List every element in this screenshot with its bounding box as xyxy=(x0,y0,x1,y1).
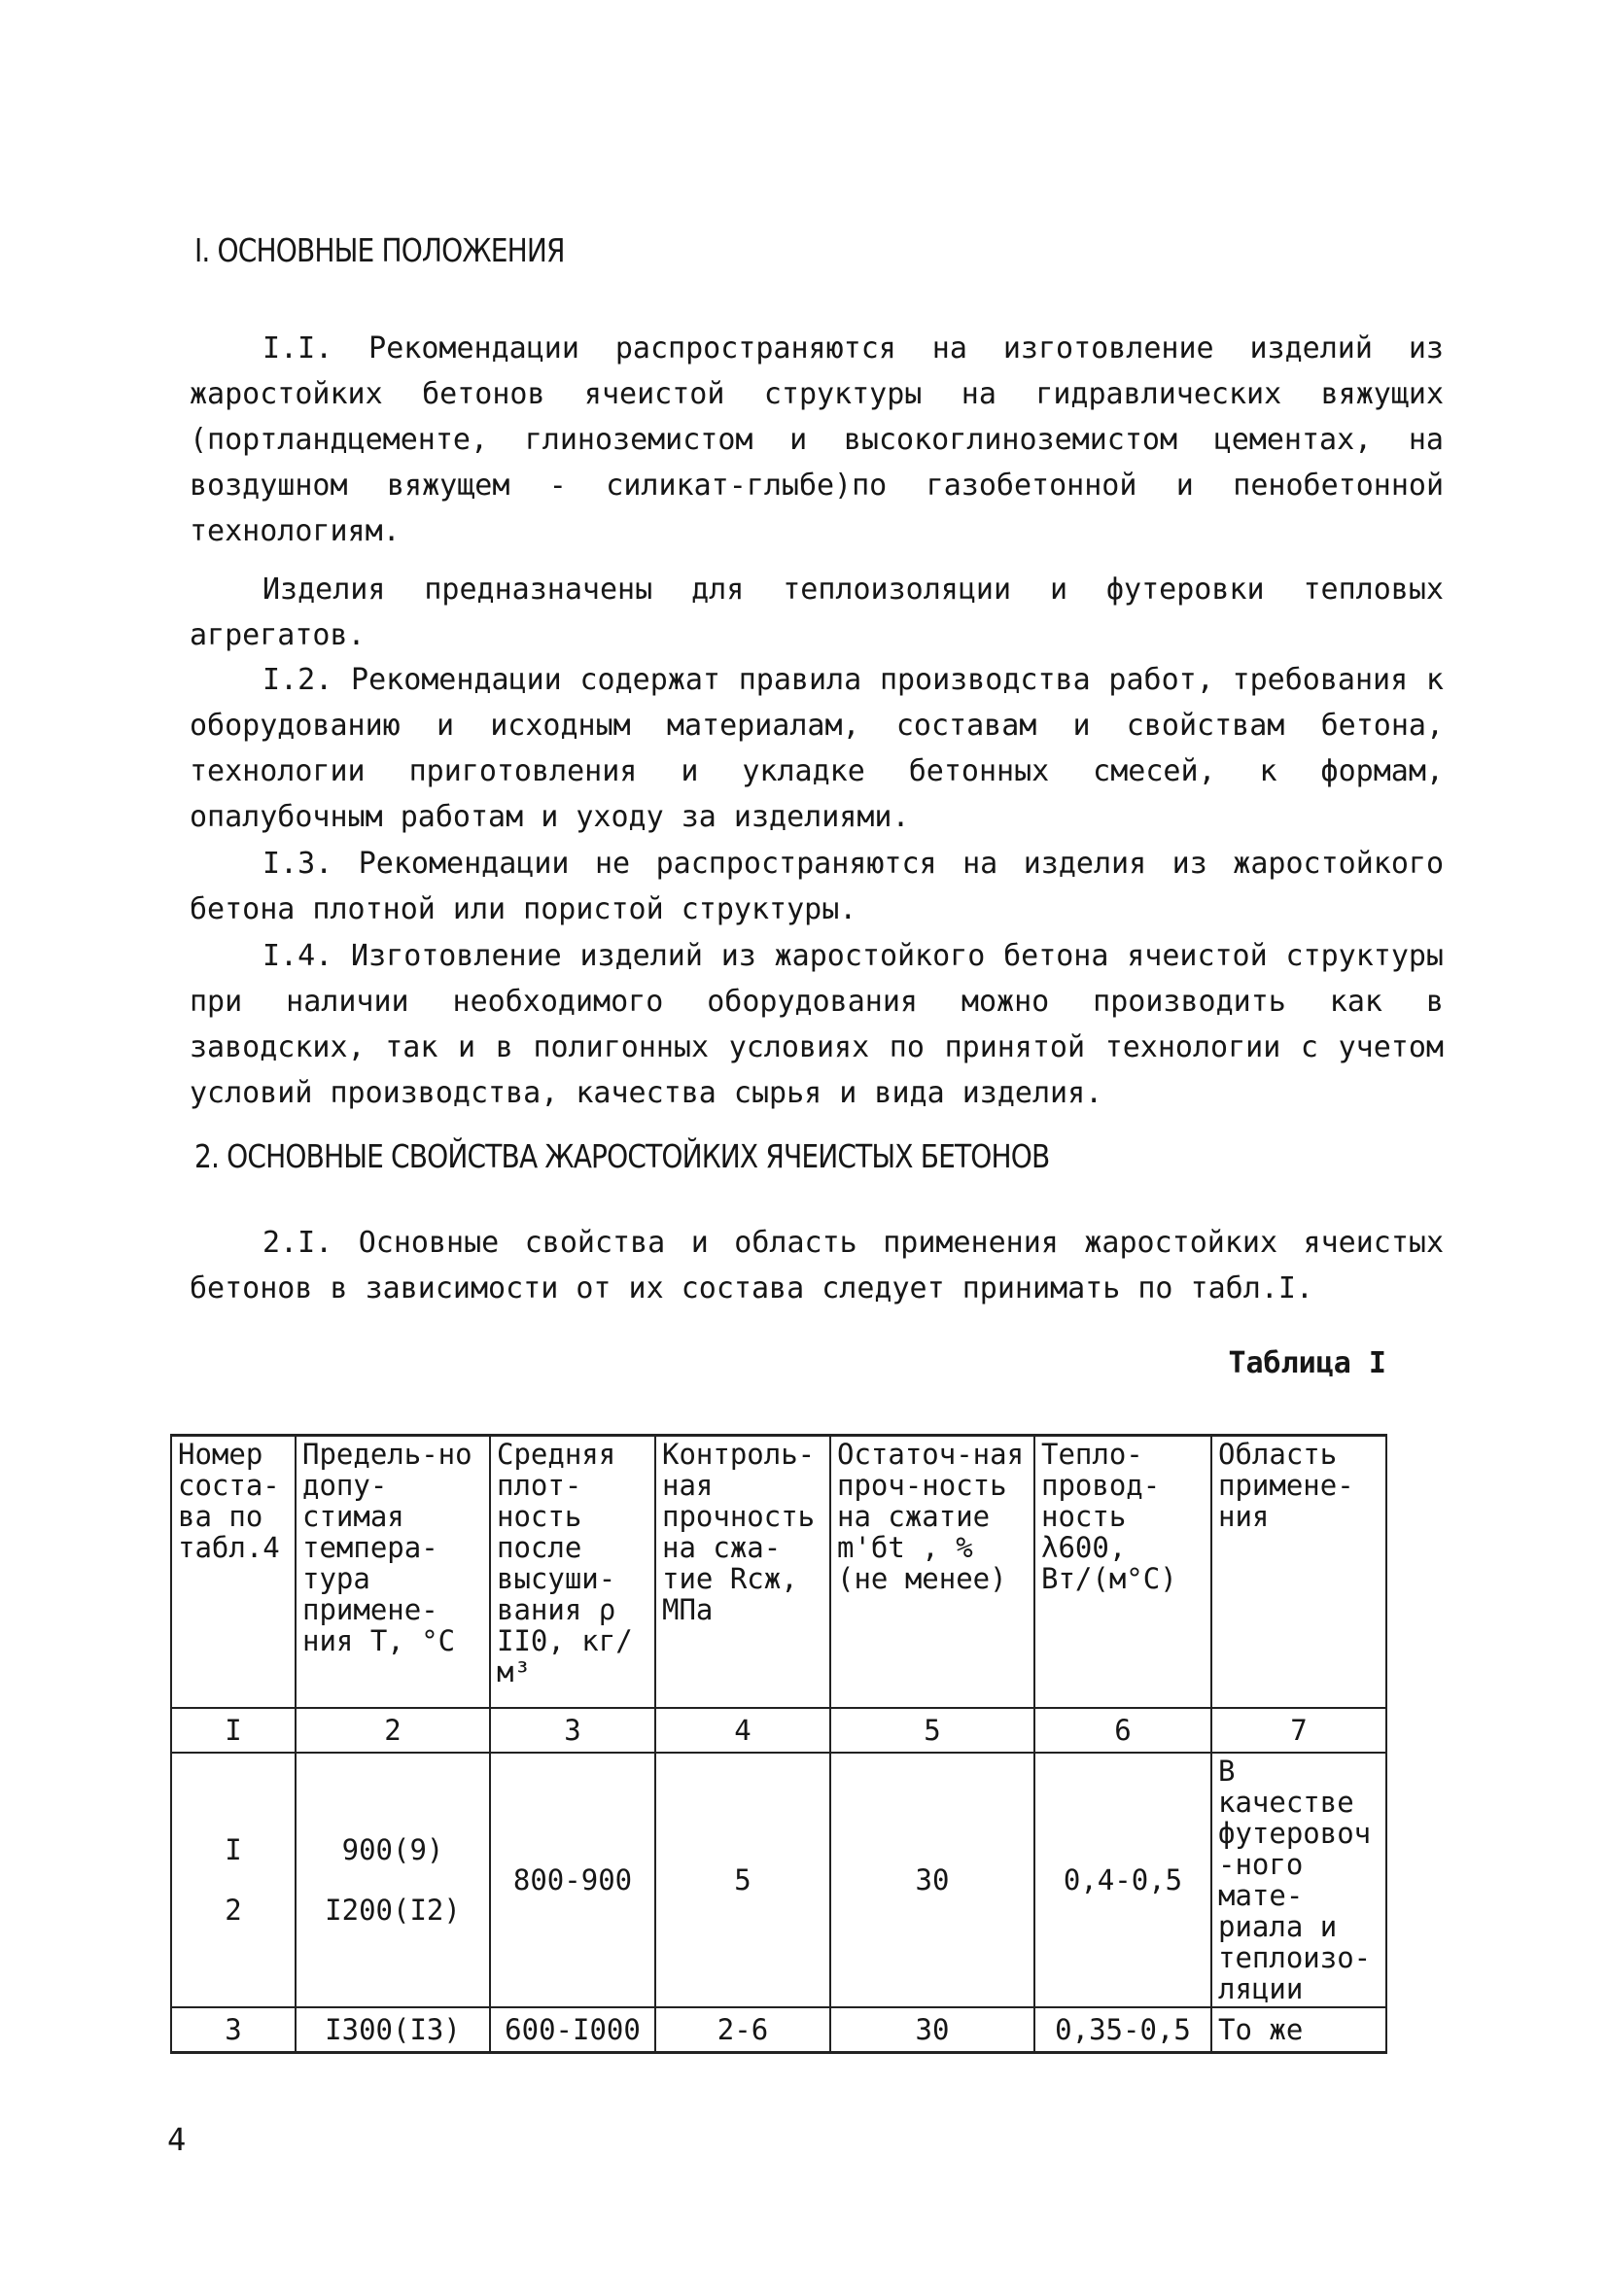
column-numbers-row xyxy=(171,1708,1386,1753)
paragraph-1-4: I.4. Изготовление изделий из жаростойкого бетона ячеистой структуры при наличии необходимого оборудования можно производить как в заводских, так и в полигонных условиях по принятой технологии с учетом условий производства, качества сырья и вида изделия. xyxy=(190,939,1444,1110)
section-2-heading: 2. ОСНОВНЫЕ СВОЙСТВА ЖАРОСТОЙКИХ ЯЧЕИСТЫХ БЕТОНОВ xyxy=(194,1137,1050,1175)
application-cell: То же xyxy=(1211,2007,1386,2053)
paragraph-purpose: Изделия предназначены для теплоизоляции и футеровки тепловых агрегатов. xyxy=(190,573,1444,652)
column-number: 2 xyxy=(296,1708,490,1753)
header-composition-number: Номер соста-ва по табл.4 xyxy=(171,1436,296,1708)
header-application: Область примене-ния xyxy=(1211,1436,1386,1708)
table-header-row xyxy=(171,1436,1386,1708)
strength-cell: 2-6 xyxy=(655,2007,830,2053)
page-number: 4 xyxy=(167,2121,187,2158)
temperature-cell: 900(9) I200(I2) xyxy=(296,1753,490,2007)
header-control-strength: Контроль-ная прочность на сжа-тие Rсж, МПа xyxy=(655,1436,830,1708)
strength-cell: 5 xyxy=(655,1753,830,2007)
temperature-cell: I300(I3) xyxy=(296,2007,490,2053)
residual-strength-cell: 30 xyxy=(830,1753,1034,2007)
residual-strength-cell: 30 xyxy=(830,2007,1034,2053)
column-number: 6 xyxy=(1034,1708,1211,1753)
header-density: Средняя плот-ность после высуши-вания ρ II0, кг/м³ xyxy=(490,1436,655,1708)
paragraph-2-1: 2.I. Основные свойства и область применения жаростойких ячеистых бетонов в зависимости от их состава следует принимать по табл.I. xyxy=(190,1226,1444,1305)
column-number: 5 xyxy=(830,1708,1034,1753)
column-number: I xyxy=(171,1708,296,1753)
column-number: 7 xyxy=(1211,1708,1386,1753)
header-thermal-conductivity: Тепло-провод-ность λ600, Вт/(м°С) xyxy=(1034,1436,1211,1708)
composition-number-cell: 3 xyxy=(171,2007,296,2053)
density-cell: 600-I000 xyxy=(490,2007,655,2053)
application-cell: В качестве футеровоч-ного мате-риала и теплоизо-ляции xyxy=(1211,1753,1386,2007)
paragraph-1-3: I.3. Рекомендации не распространяются на изделия из жаростойкого бетона плотной или пористой структуры. xyxy=(190,847,1444,926)
column-number: 4 xyxy=(655,1708,830,1753)
table-row xyxy=(171,1753,1386,2007)
table-caption: Таблица I xyxy=(1228,1346,1386,1380)
table-row xyxy=(171,2007,1386,2053)
paragraph-1-2: I.2. Рекомендации содержат правила производства работ, требования к оборудованию и исходным материалам, составам и свойствам бетона, технологии приготовления и укладке бетонных смесей, к формам, опалубочным работам и уходу за изделиями. xyxy=(190,663,1444,834)
conductivity-cell: 0,35-0,5 xyxy=(1034,2007,1211,2053)
conductivity-cell: 0,4-0,5 xyxy=(1034,1753,1211,2007)
header-max-temperature: Предель-но допу-стимая темпера-тура примене-ния Т, °С xyxy=(296,1436,490,1708)
properties-table xyxy=(170,1434,1387,2054)
density-cell: 800-900 xyxy=(490,1753,655,2007)
header-residual-strength: Остаточ-ная проч-ность на сжатие m'бt , % (не менее) xyxy=(830,1436,1034,1708)
paragraph-1-1: I.I. Рекомендации распространяются на изготовление изделий из жаростойких бетонов ячеистой структуры на гидравлических вяжущих (портландцементе, глиноземистом и высокоглиноземистом цементах, на воздушном вяжущем - силикат-глыбе)по газобетонной и пенобетонной технологиям. xyxy=(190,331,1444,548)
section-1-heading: I. ОСНОВНЫЕ ПОЛОЖЕНИЯ xyxy=(194,231,565,269)
column-number: 3 xyxy=(490,1708,655,1753)
composition-number-cell: I 2 xyxy=(171,1753,296,2007)
